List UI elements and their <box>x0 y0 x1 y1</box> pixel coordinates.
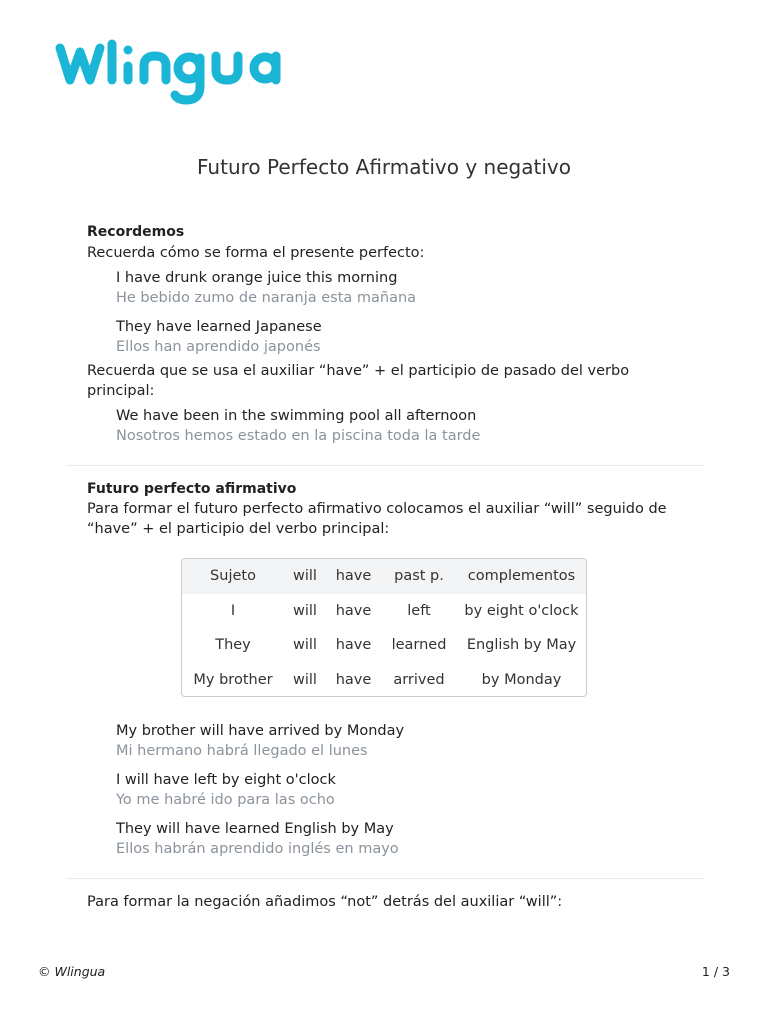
recordemos-intro: Recuerda cómo se forma el presente perfecto: <box>87 245 425 261</box>
table-cell: My brother <box>193 671 273 688</box>
example-en: They have learned Japanese <box>116 319 322 335</box>
wlingua-logo <box>54 38 300 110</box>
negativo-intro: Para formar la negación añadimos “not” detrás del auxiliar “will”: <box>87 894 563 910</box>
recordemos-heading: Recordemos <box>87 224 185 240</box>
table-cell: will <box>293 671 317 688</box>
example-es: Ellos habrán aprendido inglés en mayo <box>116 841 399 857</box>
table-row <box>182 628 586 663</box>
table-cell: They <box>215 637 251 654</box>
table-cell: learned <box>391 637 447 654</box>
recordemos-note-line2: principal: <box>87 383 155 399</box>
table-header-cell: have <box>326 559 381 594</box>
table-header-cell: complementos <box>457 559 586 594</box>
table-cell: have <box>335 602 372 619</box>
section-divider <box>67 878 703 879</box>
table-row <box>182 663 586 698</box>
footer-copyright: © Wlingua <box>38 964 106 979</box>
table-header-cell: will <box>284 559 326 594</box>
example-es: Nosotros hemos estado en la piscina toda la tarde <box>116 428 481 444</box>
example-en: My brother will have arrived by Monday <box>116 723 405 739</box>
example-es: Ellos han aprendido japonés <box>116 339 321 355</box>
table-row <box>182 594 586 629</box>
recordemos-note-line1: Recuerda que se usa el auxiliar “have” + el participio de pasado del verbo <box>87 363 630 379</box>
section-divider <box>67 465 703 466</box>
table-header-cell: Sujeto <box>182 559 284 594</box>
example-en: We have been in the swimming pool all afternoon <box>116 408 477 424</box>
table-cell: arrived <box>393 671 445 688</box>
table-cell: have <box>335 671 372 688</box>
afirmativo-intro-line2: “have” + el participio del verbo principal: <box>87 521 390 537</box>
table-cell: by Monday <box>481 671 562 688</box>
table-cell: by eight o'clock <box>464 602 579 619</box>
example-en: They will have learned English by May <box>116 821 394 837</box>
table-header-cell: past p. <box>381 559 457 594</box>
example-es: Mi hermano habrá llegado el lunes <box>116 743 368 759</box>
page-number: 1 / 3 <box>701 964 730 979</box>
afirmativo-heading: Futuro perfecto afirmativo <box>87 481 297 497</box>
table-header-row <box>182 559 586 594</box>
example-en: I will have left by eight o'clock <box>116 772 336 788</box>
example-es: Yo me habré ido para las ocho <box>116 792 335 808</box>
example-en: I have drunk orange juice this morning <box>116 270 398 286</box>
conjugation-table <box>181 558 587 697</box>
table-cell: left <box>407 602 431 619</box>
example-es: He bebido zumo de naranja esta mañana <box>116 290 417 306</box>
page-title: Futuro Perfecto Afirmativo y negativo <box>197 155 571 179</box>
table-cell: will <box>293 602 317 619</box>
afirmativo-intro-line1: Para formar el futuro perfecto afirmativo colocamos el auxiliar “will” seguido de <box>87 501 667 517</box>
table-cell: I <box>230 602 236 619</box>
table-cell: will <box>293 637 317 654</box>
table-cell: English by May <box>466 637 577 654</box>
table-cell: have <box>335 637 372 654</box>
